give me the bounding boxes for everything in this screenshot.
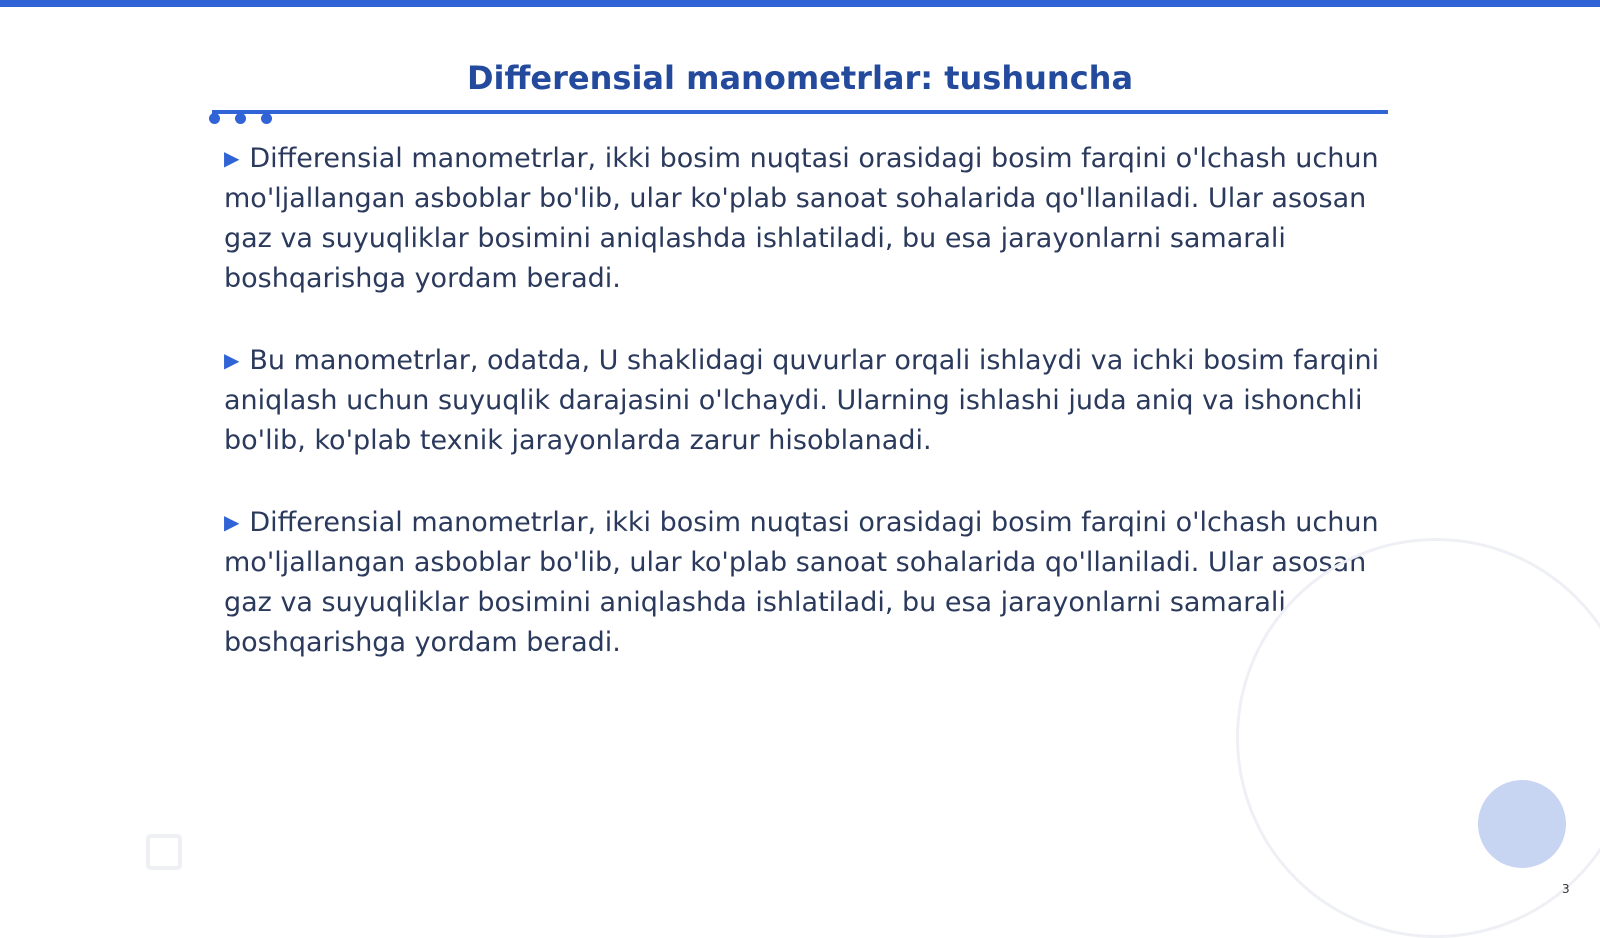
paragraph-text: Bu manometrlar, odatda, U shaklidagi quvurlar orqali ishlaydi va ichki bosim farqini aniqlash uchun suyuqlik darajasini o'lchaydi. Ularning ishlashi juda aniq va ishonchli bo'lib, ko'plab texnik jarayonlarda zarur hisoblanadi. — [224, 345, 1380, 456]
bullet-paragraph — [224, 138, 1384, 299]
paragraph-text: Differensial manometrlar, ikki bosim nuqtasi orasidagi bosim farqini o'lchash uchun mo'ljallangan asboblar bo'lib, ular ko'plab sanoat sohalarida qo'llaniladi. Ular asosan gaz va suyuqliklar bosimini aniqlashda ishlatiladi, bu esa jarayonlarni samarali boshqarishga yordam beradi. — [224, 143, 1379, 294]
slide-body — [224, 138, 1384, 704]
title-underline — [212, 110, 1388, 114]
page-number: 3 — [1562, 882, 1570, 896]
decorative-square — [146, 834, 182, 870]
triangle-bullet-icon: ▶ — [224, 510, 240, 534]
decorative-circle — [1478, 780, 1566, 868]
bullet-paragraph — [224, 340, 1384, 461]
decorative-dot — [261, 113, 272, 124]
decorative-dot — [235, 113, 246, 124]
top-accent-bar — [0, 0, 1600, 7]
triangle-bullet-icon: ▶ — [224, 146, 240, 170]
slide-title: Differensial manometrlar: tushuncha — [466, 59, 1134, 97]
bullet-paragraph — [224, 502, 1384, 663]
decorative-dot — [209, 113, 220, 124]
triangle-bullet-icon: ▶ — [224, 348, 240, 372]
paragraph-text: Differensial manometrlar, ikki bosim nuqtasi orasidagi bosim farqini o'lchash uchun mo'ljallangan asboblar bo'lib, ular ko'plab sanoat sohalarida qo'llaniladi. Ular asosan gaz va suyuqliklar bosimini aniqlashda ishlatiladi, bu esa jarayonlarni samarali boshqarishga yordam beradi. — [224, 507, 1379, 658]
